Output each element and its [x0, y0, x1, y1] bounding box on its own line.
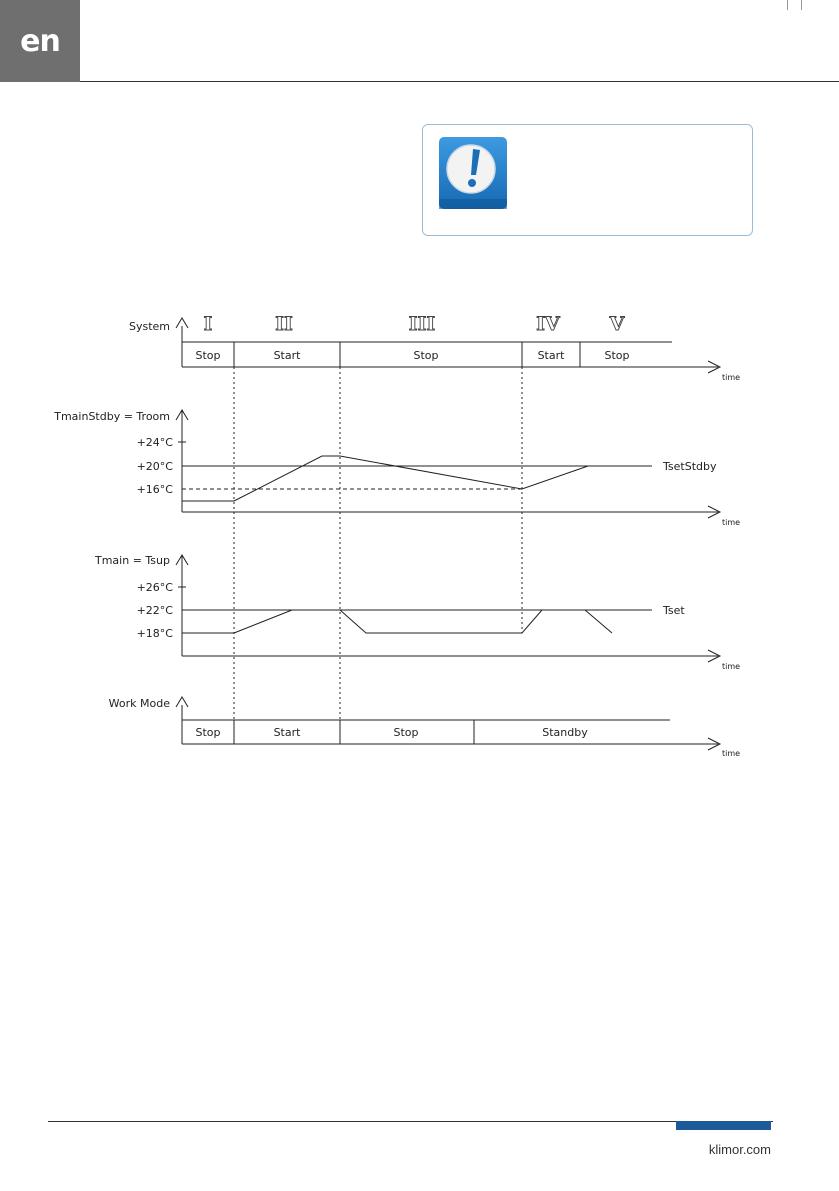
footer-divider [48, 1121, 773, 1122]
supply-tick-label: +18°C [136, 627, 173, 640]
work-mode-segment: Stop [195, 726, 221, 739]
crop-mark-left [787, 0, 788, 10]
work-mode-axis-label: Work Mode [108, 697, 170, 710]
note-box [422, 124, 753, 236]
room-tick-label: +20°C [136, 460, 173, 473]
header-divider [80, 81, 839, 82]
room-setpoint-label: TsetStdby [663, 460, 717, 473]
system-segment: Start [537, 349, 565, 362]
language-tab: en [0, 0, 80, 82]
phase-label: V [609, 313, 625, 335]
phase-label: III [408, 313, 436, 335]
system-axis-label: System [128, 320, 170, 333]
time-axis-label: time [722, 373, 741, 382]
work-mode-segment: Standby [542, 726, 588, 739]
supply-tick-label: +22°C [136, 604, 173, 617]
time-axis-label: time [722, 518, 741, 527]
phase-label: II [275, 313, 293, 335]
system-segment: Stop [413, 349, 439, 362]
footer-accent-bar [676, 1121, 771, 1130]
phase-label: IV [536, 313, 560, 335]
phase-label: I [203, 313, 213, 335]
room-tick-label: +24°C [136, 436, 173, 449]
time-axis-label: time [722, 662, 741, 671]
standby-timing-diagram [0, 300, 839, 770]
system-segment: Start [273, 349, 301, 362]
supply-setpoint-label: Tset [663, 604, 685, 617]
crop-mark-right [801, 0, 802, 10]
supply-axis-label: Tmain = Tsup [95, 554, 170, 567]
work-mode-segment: Start [273, 726, 301, 739]
time-axis-label: time [722, 749, 741, 758]
system-segment: Stop [195, 349, 221, 362]
room-tick-label: +16°C [136, 483, 173, 496]
exclamation-icon [439, 137, 507, 209]
footer-website[interactable]: klimor.com [708, 1142, 771, 1157]
supply-tick-label: +26°C [136, 581, 173, 594]
work-mode-segment: Stop [393, 726, 419, 739]
room-axis-label: TmainStdby = Troom [54, 410, 170, 423]
system-segment: Stop [604, 349, 630, 362]
